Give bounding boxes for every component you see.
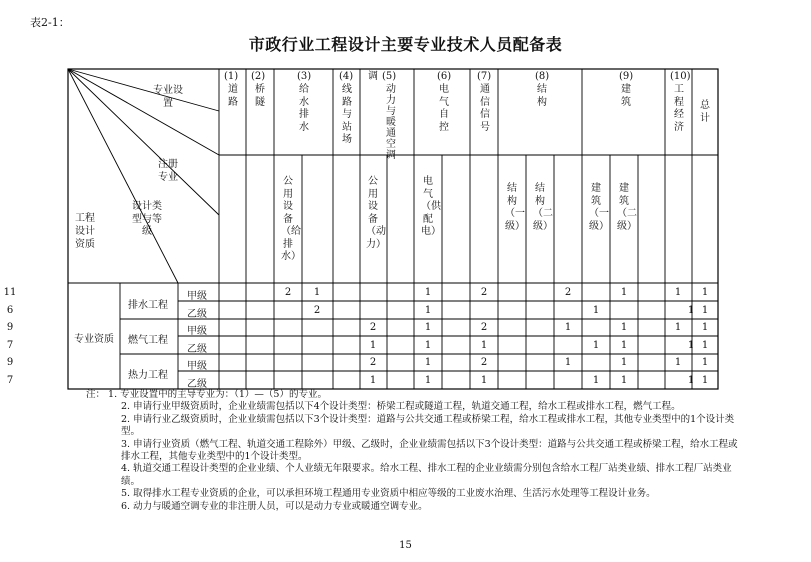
column-number: (10) bbox=[670, 71, 691, 82]
column-number: (4) bbox=[339, 71, 354, 82]
value-cell: 1 bbox=[701, 340, 709, 351]
value-cell: 1 bbox=[564, 322, 572, 333]
value-cell: 9 bbox=[6, 357, 14, 368]
value-cell: 1 bbox=[424, 375, 432, 386]
column-number: (9) bbox=[619, 71, 634, 82]
value-cell: 1 bbox=[701, 375, 709, 386]
value-cell: 1 bbox=[620, 340, 628, 351]
value-cell: 1 bbox=[424, 322, 432, 333]
grade-label: 甲级 bbox=[187, 291, 207, 302]
grade-label: 甲级 bbox=[187, 361, 207, 372]
group-label: 热力工程 bbox=[128, 370, 168, 381]
value-cell: 1 bbox=[674, 357, 682, 368]
value-cell: 2 bbox=[284, 287, 292, 298]
note-line: 4. 轨道交通工程设计类型的企业业绩、个人业绩无年限要求。给水工程、排水工程的企业业绩需分别包含给水工程厂站类业绩、排水工程厂站类业绩。 bbox=[121, 463, 732, 487]
value-cell: 1 bbox=[480, 375, 488, 386]
value-cell: 1 bbox=[592, 305, 600, 316]
value-cell: 2 bbox=[480, 322, 488, 333]
registered-specialty: 建筑（一级） bbox=[589, 183, 609, 232]
value-cell: 1 bbox=[620, 375, 628, 386]
note-line: 3. 申请行业资质（燃气工程、轨道交通工程除外）甲级、乙级时，企业业绩需包括以下3个设计类型：道路与公共交通工程或桥梁工程，给水工程或排水工程，其他专业类型中的1个设计类型。 bbox=[121, 438, 738, 463]
corner-label-qualification: 工程设计资质 bbox=[75, 213, 95, 250]
value-cell: 7 bbox=[6, 375, 14, 386]
registered-specialty: 电气（供配电） bbox=[421, 176, 441, 237]
value-cell: 2 bbox=[480, 357, 488, 368]
registered-specialty: 公用设备（给排水） bbox=[281, 176, 301, 262]
column-name: 工程经济 bbox=[674, 84, 684, 133]
value-cell: 1 bbox=[313, 287, 321, 298]
column-number: (7) bbox=[477, 71, 492, 82]
registered-specialty: 结构（二级） bbox=[533, 183, 553, 232]
value-cell: 11 bbox=[3, 287, 17, 298]
grade-label: 乙级 bbox=[187, 344, 207, 355]
value-cell: 1 bbox=[620, 322, 628, 333]
column-name: 给水排水 bbox=[299, 84, 309, 133]
value-cell: 2 bbox=[369, 357, 377, 368]
value-cell: 1 bbox=[701, 305, 709, 316]
column-name: 道路 bbox=[228, 84, 238, 108]
column-name: 线路与站场 bbox=[342, 84, 352, 145]
value-cell: 2 bbox=[369, 322, 377, 333]
value-cell: 1 bbox=[687, 375, 695, 386]
registered-specialty: 建筑（二级） bbox=[617, 183, 637, 232]
value-cell: 1 bbox=[424, 305, 432, 316]
value-cell: 1 bbox=[369, 375, 377, 386]
table-label: 表2-1： bbox=[30, 16, 70, 29]
value-cell: 1 bbox=[701, 287, 709, 298]
column-name: 桥隧 bbox=[255, 84, 265, 108]
value-cell: 1 bbox=[424, 287, 432, 298]
qualification-label: 专业资质 bbox=[74, 334, 114, 345]
value-cell: 1 bbox=[369, 340, 377, 351]
notes-section bbox=[86, 389, 740, 513]
column-number: (3) bbox=[297, 71, 312, 82]
column-number: (5) bbox=[382, 71, 397, 82]
column-number: (2) bbox=[251, 71, 266, 82]
grade-label: 乙级 bbox=[187, 379, 207, 390]
column-name-total: 总计 bbox=[700, 100, 710, 124]
value-cell: 1 bbox=[424, 340, 432, 351]
value-cell: 1 bbox=[674, 287, 682, 298]
corner-label-design-type-grade: 设计类型与等级 bbox=[132, 201, 162, 237]
column-name: 通信信号 bbox=[480, 84, 490, 133]
note-line: 注： 1. 专业设置中的主导专业为：（1）—（5）的专业。 bbox=[86, 389, 327, 400]
value-cell: 1 bbox=[564, 357, 572, 368]
value-cell: 9 bbox=[6, 322, 14, 333]
registered-specialty: 结构（一级） bbox=[505, 183, 525, 232]
column-name: 结构 bbox=[537, 84, 547, 108]
group-label: 排水工程 bbox=[128, 300, 168, 311]
document-title: 市政行业工程设计主要专业技术人员配备表 bbox=[248, 35, 563, 54]
column-number: (8) bbox=[535, 71, 550, 82]
value-cell: 1 bbox=[687, 340, 695, 351]
value-cell: 1 bbox=[674, 322, 682, 333]
value-cell: 2 bbox=[564, 287, 572, 298]
corner-label-specialty-setting: 专业设置 bbox=[153, 85, 183, 109]
page-number: 15 bbox=[399, 540, 412, 551]
value-cell: 1 bbox=[701, 357, 709, 368]
value-cell: 1 bbox=[480, 340, 488, 351]
column-number: (1) bbox=[224, 71, 239, 82]
note-line: 2. 申请行业乙级资质时，企业业绩需包括以下3个设计类型：道路与公共交通工程或桥梁工程，给水工程或排水工程，其他专业类型中的1个设计类型。 bbox=[121, 413, 735, 438]
value-cell: 2 bbox=[480, 287, 488, 298]
grade-label: 乙级 bbox=[187, 309, 207, 320]
note-line: 6. 动力与暖通空调专业的非注册人员，可以是动力专业或暖通空调专业。 bbox=[121, 500, 428, 512]
value-cell: 1 bbox=[620, 357, 628, 368]
corner-label-registered-specialty: 注册专业 bbox=[158, 159, 178, 183]
note-line: 2. 申请行业甲级资质时，企业业绩需包括以下4个设计类型：桥梁工程或隧道工程，轨道交通工程，给水工程或排水工程，燃气工程。 bbox=[121, 401, 681, 413]
column-name: 建筑 bbox=[621, 84, 631, 108]
value-cell: 1 bbox=[592, 375, 600, 386]
value-cell: 6 bbox=[6, 305, 14, 316]
value-cell: 1 bbox=[687, 305, 695, 316]
value-cell: 7 bbox=[6, 340, 14, 351]
column-name: 动力与暖通空调 bbox=[386, 84, 396, 161]
value-cell: 1 bbox=[701, 322, 709, 333]
grade-label: 甲级 bbox=[187, 326, 207, 337]
registered-specialty: 公用设备（动力） bbox=[366, 176, 386, 250]
column-number: (6) bbox=[437, 71, 452, 82]
value-cell: 1 bbox=[620, 287, 628, 298]
value-cell: 1 bbox=[424, 357, 432, 368]
group-label: 燃气工程 bbox=[128, 335, 168, 346]
column-prefix: 调 bbox=[368, 71, 378, 82]
column-name: 电气自控 bbox=[439, 84, 449, 133]
value-cell: 1 bbox=[592, 340, 600, 351]
value-cell: 2 bbox=[313, 305, 321, 316]
note-line: 5. 取得排水工程专业资质的企业，可以承担环境工程通用专业资质中相应等级的工业废水治理、生活污水处理等工程设计业务。 bbox=[121, 488, 656, 500]
